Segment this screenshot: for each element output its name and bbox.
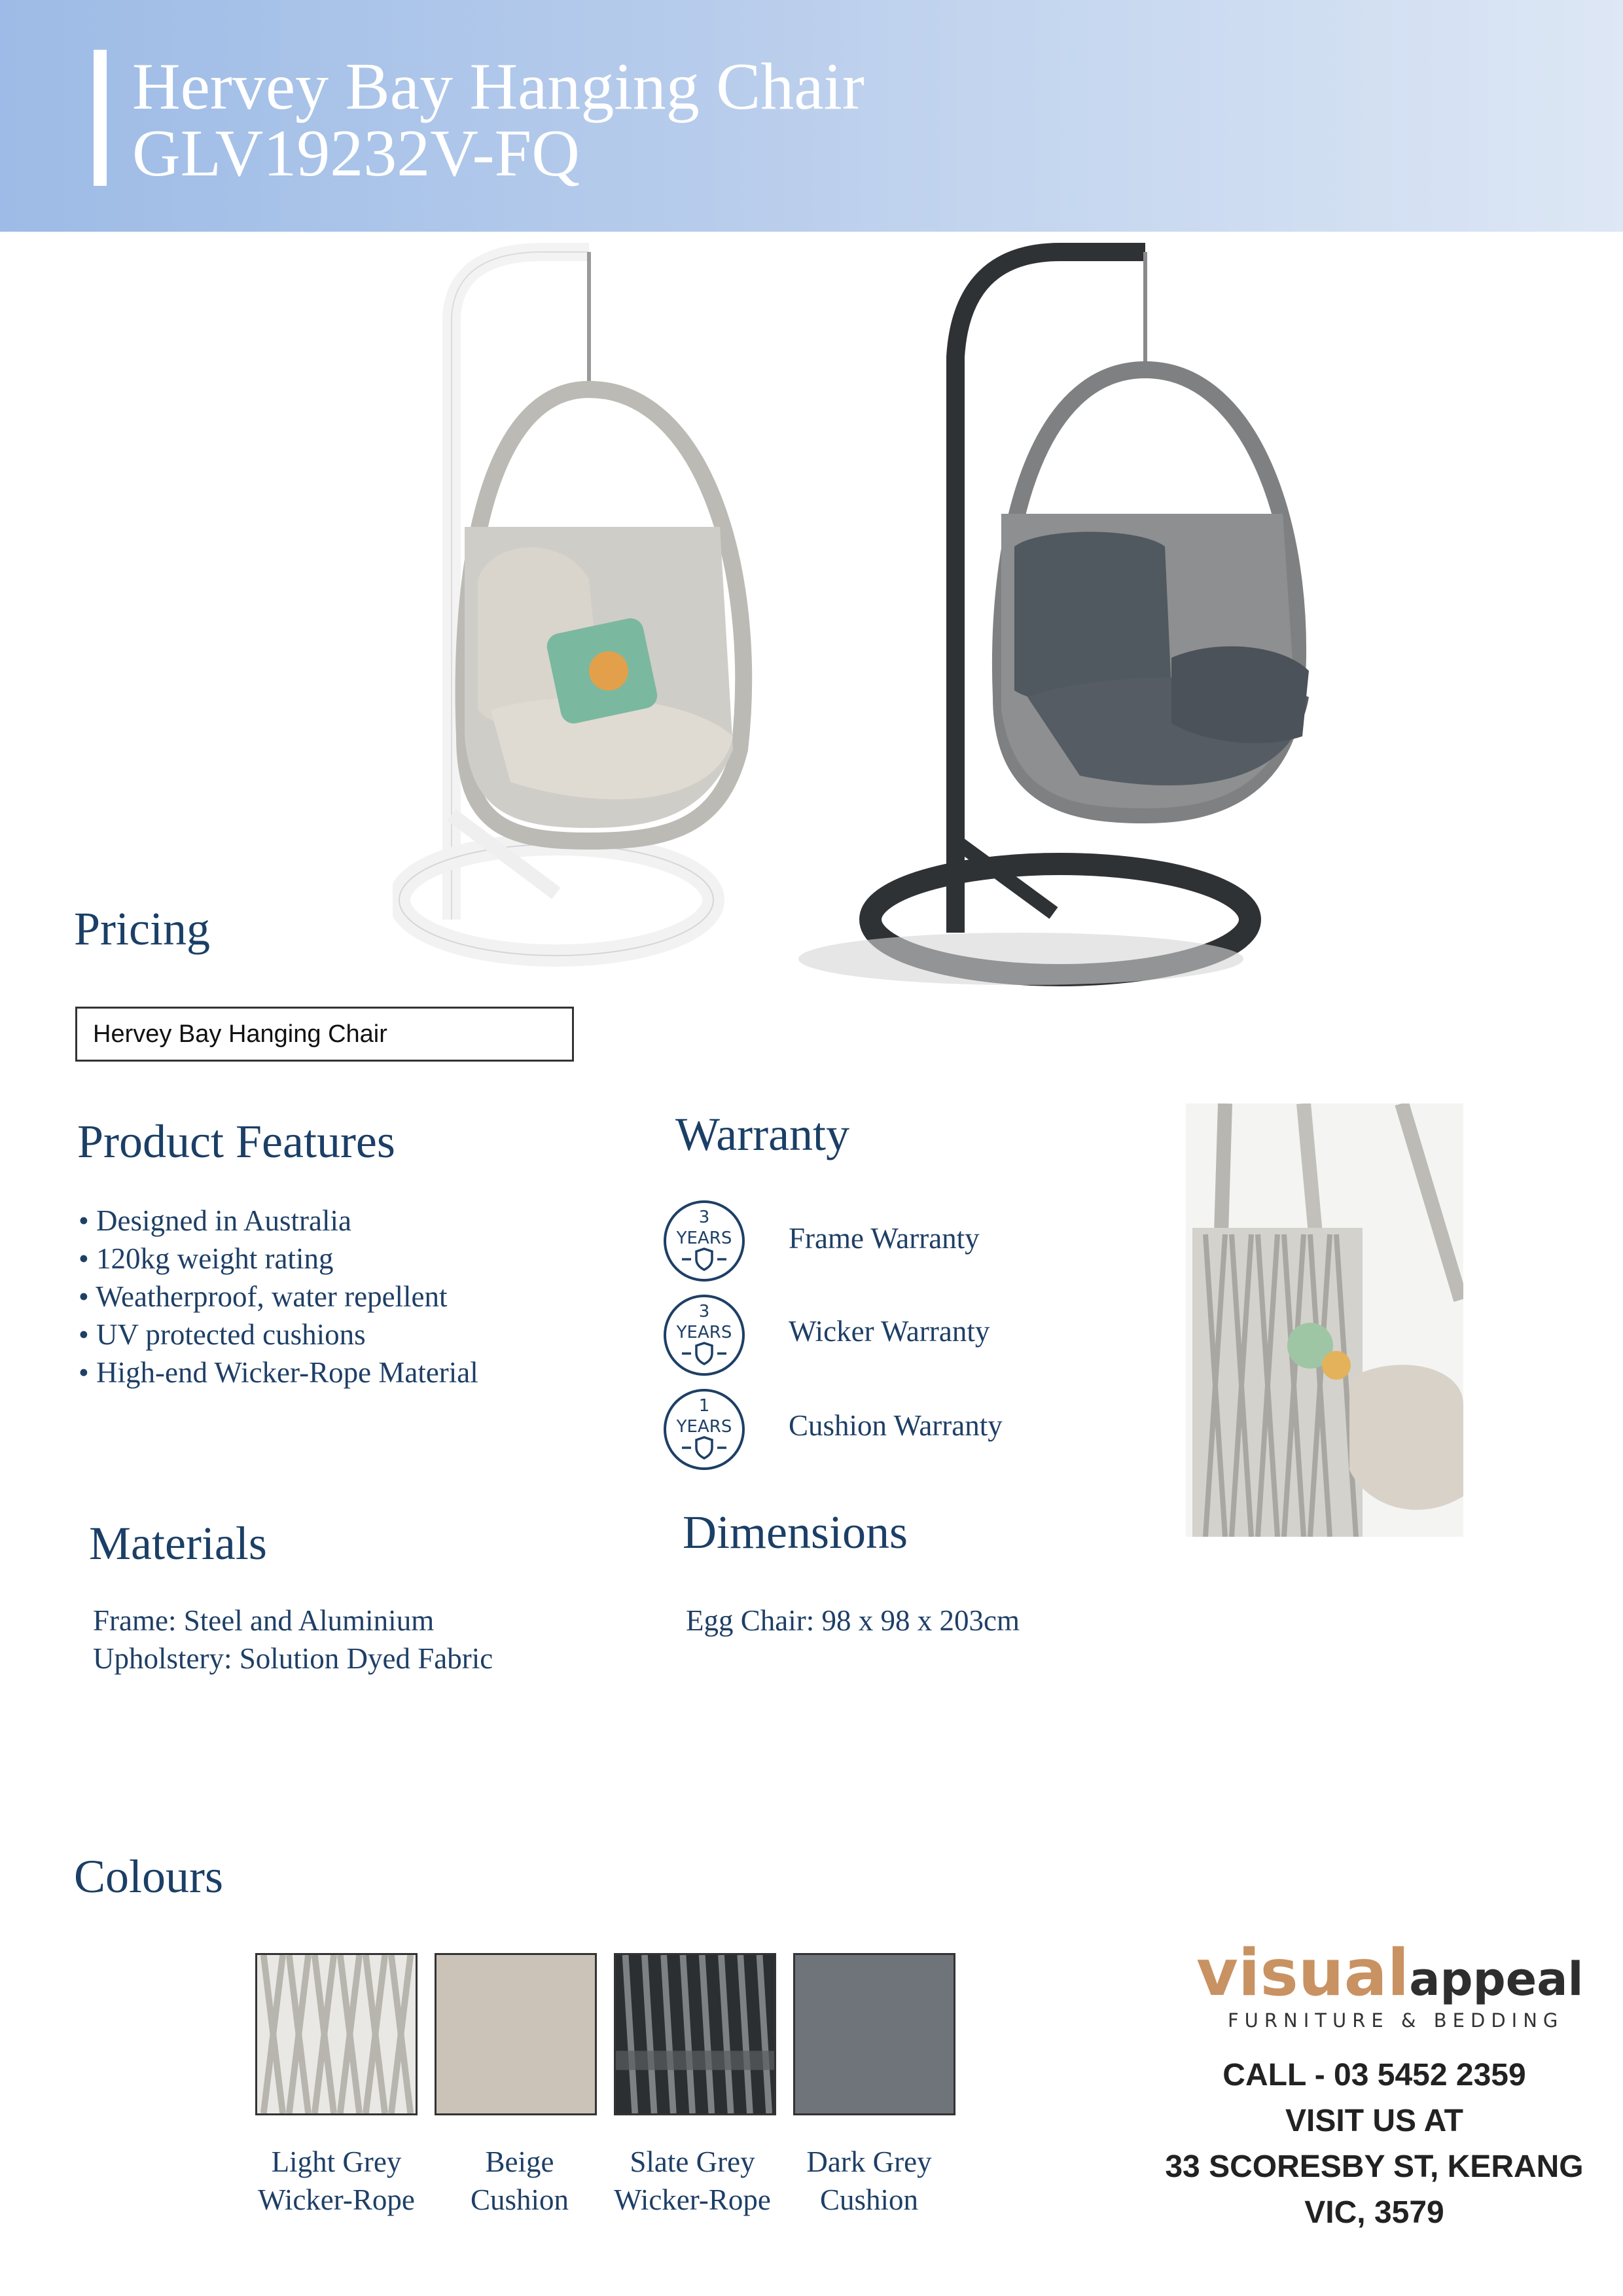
product-photos bbox=[393, 239, 1322, 992]
materials-heading: Materials bbox=[89, 1517, 267, 1570]
svg-text:YEARS: YEARS bbox=[676, 1417, 732, 1437]
features-list bbox=[79, 1202, 478, 1391]
pricing-heading: Pricing bbox=[74, 903, 210, 955]
svg-text:3: 3 bbox=[698, 1302, 710, 1321]
materials-upholstery: Upholstery: Solution Dyed Fabric bbox=[93, 1642, 493, 1675]
pricing-item-box: Hervey Bay Hanging Chair bbox=[75, 1007, 574, 1062]
contact-address-line1: 33 SCORESBY ST, KERANG bbox=[1165, 2149, 1584, 2184]
contact-address-line2: VIC, 3579 bbox=[1304, 2195, 1444, 2230]
dimensions-heading: Dimensions bbox=[683, 1506, 908, 1558]
feature-item: • 120kg weight rating bbox=[79, 1242, 334, 1275]
svg-text:YEARS: YEARS bbox=[676, 1229, 732, 1248]
header-accent-bar bbox=[94, 50, 107, 186]
frame-warranty-label: Frame Warranty bbox=[789, 1222, 980, 1255]
colours-heading: Colours bbox=[74, 1850, 224, 1903]
svg-text:3: 3 bbox=[698, 1208, 710, 1227]
cushion-warranty-badge-icon bbox=[662, 1388, 746, 1471]
dimensions-egg-chair: Egg Chair: 98 x 98 x 203cm bbox=[686, 1604, 1020, 1637]
frame-warranty-badge-icon bbox=[662, 1199, 746, 1283]
svg-text:1: 1 bbox=[698, 1396, 710, 1416]
contact-block bbox=[1152, 2053, 1597, 2236]
feature-item: • Weatherproof, water repellent bbox=[79, 1280, 448, 1313]
wicker-warranty-badge-icon bbox=[662, 1293, 746, 1377]
brand-tagline: FURNITURE & BEDDING bbox=[1228, 2009, 1564, 2032]
swatch-label-light-grey: Light Grey Wicker-Rope bbox=[258, 2145, 415, 2216]
swatch-dark-grey-cushion bbox=[793, 1953, 955, 2115]
wicker-detail-photo bbox=[1186, 1103, 1463, 1537]
swatch-label-dark-grey: Dark Grey Cushion bbox=[806, 2145, 932, 2216]
cushion-warranty-label: Cushion Warranty bbox=[789, 1409, 1003, 1442]
swatch-label-beige: Beige Cushion bbox=[470, 2145, 569, 2216]
contact-visit: VISIT US AT bbox=[1285, 2104, 1463, 2138]
features-heading: Product Features bbox=[77, 1115, 395, 1168]
swatch-label-slate-grey: Slate Grey Wicker-Rope bbox=[614, 2145, 771, 2216]
svg-text:YEARS: YEARS bbox=[676, 1323, 732, 1342]
swatch-beige-cushion bbox=[435, 1953, 597, 2115]
product-code: GLV19232V-FQ bbox=[132, 117, 580, 190]
contact-phone: CALL - 03 5452 2359 bbox=[1222, 2058, 1526, 2092]
dark-hanging-chair-image bbox=[798, 252, 1309, 985]
feature-item: • UV protected cushions bbox=[79, 1318, 366, 1351]
swatch-light-grey-wicker-rope bbox=[255, 1953, 418, 2115]
feature-item: • Designed in Australia bbox=[79, 1204, 351, 1237]
warranty-heading: Warranty bbox=[675, 1108, 850, 1160]
materials-frame: Frame: Steel and Aluminium bbox=[93, 1604, 435, 1637]
page-title: Hervey Bay Hanging Chair bbox=[132, 50, 865, 124]
brand-logo: visualappeal bbox=[1196, 1936, 1584, 2011]
white-hanging-chair-image bbox=[399, 252, 743, 956]
swatch-slate-grey-wicker-rope bbox=[614, 1953, 776, 2115]
feature-item: • High-end Wicker-Rope Material bbox=[79, 1356, 478, 1389]
wicker-warranty-label: Wicker Warranty bbox=[789, 1315, 990, 1348]
